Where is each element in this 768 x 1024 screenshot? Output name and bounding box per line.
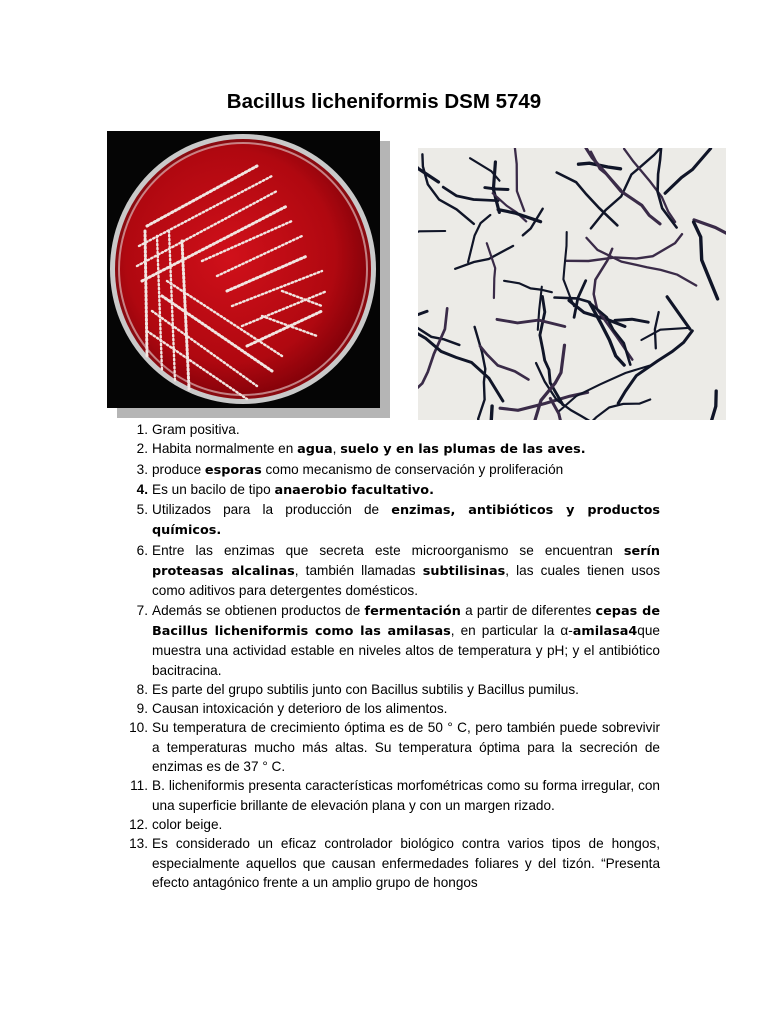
body-text: , xyxy=(332,441,341,457)
list-item-number: 10. xyxy=(129,720,148,736)
body-text: Además se obtienen productos de xyxy=(152,602,365,618)
list-item-number: 13. xyxy=(129,836,148,852)
list-item xyxy=(118,776,660,815)
body-text: , también llamadas xyxy=(294,563,423,579)
list-item-number: 1. xyxy=(136,422,148,437)
list-item xyxy=(118,815,660,834)
list-item xyxy=(118,480,660,500)
body-text: Habita normalmente en xyxy=(152,441,298,457)
body-text: Su temperatura de crecimiento óptima es de 50 ° C, pero también puede sobrevivir a temperaturas mucho más altas. Su temperatura óptima para la secreción de enzimas es de 37 ° C. xyxy=(152,720,660,775)
list-item xyxy=(118,718,660,776)
emphasis-text: esporas xyxy=(204,462,262,478)
body-text: Utilizados para la producción de xyxy=(152,502,392,518)
microscope-image xyxy=(418,148,726,420)
emphasis-text: cepas de Bacillus licheniformis como las amilasas xyxy=(152,603,660,639)
body-text: Entre las enzimas que secreta este microorganismo se encuentran xyxy=(152,542,624,558)
body-text: Es parte del grupo subtilis junto con Bacillus subtilis y Bacillus pumilus. xyxy=(152,681,579,697)
list-item xyxy=(118,500,660,541)
list-item xyxy=(118,834,660,892)
list-item xyxy=(118,420,660,439)
list-item xyxy=(118,460,660,480)
list-item-number: 7. xyxy=(136,602,148,618)
body-text: Causan intoxicación y deterioro de los alimentos. xyxy=(152,701,448,717)
body-text: como mecanismo de conservación y proliferación xyxy=(261,461,564,477)
petri-dish-image xyxy=(107,131,380,408)
list-item-number: 11. xyxy=(130,778,148,794)
list-item xyxy=(118,601,660,680)
emphasis-text: anaerobio facultativo. xyxy=(274,482,434,498)
emphasis-text: suelo y en las plumas de las aves. xyxy=(340,442,586,458)
list-item-number: 6. xyxy=(136,542,148,558)
body-text: que muestra una actividad estable en niveles altos de temperatura y pH; y el antibiótico bacitracina. xyxy=(152,622,660,678)
body-text: , en particular la α- xyxy=(450,622,573,638)
list-item xyxy=(118,699,660,718)
bacilli-micrograph xyxy=(418,148,726,420)
body-text: Es un bacilo de tipo xyxy=(152,481,275,497)
list-item-number: 4. xyxy=(136,481,148,497)
body-text: Es considerado un eficaz controlador biológico contra varios tipos de hongos, especialmente aquellos que causan enfermedades foliares y del tizón. “Presenta efecto antagónico frente a un amplio grupo de hongos xyxy=(152,836,660,890)
list-item-number: 5. xyxy=(136,502,148,518)
list-item-number: 2. xyxy=(136,441,148,457)
emphasis-text: agua xyxy=(297,442,333,458)
list-item-number: 12. xyxy=(129,816,148,832)
list-item xyxy=(118,680,660,699)
emphasis-text: subtilisinas xyxy=(422,564,506,580)
emphasis-text: amilasa4 xyxy=(572,623,638,639)
list-item xyxy=(118,541,660,601)
body-text: a partir de diferentes xyxy=(460,602,596,618)
emphasis-text: fermentación xyxy=(364,603,461,619)
list-item xyxy=(118,439,660,459)
body-text: Gram positiva. xyxy=(152,422,240,437)
body-text: B. licheniformis presenta características morfométricas como su forma irregular, con una superficie brillante de elevación plana y con un margen rizado. xyxy=(152,778,660,813)
body-text: color beige. xyxy=(152,816,223,832)
emphasis-text: enzimas, antibióticos y productos químicos. xyxy=(152,503,660,539)
petri-dish-illustration xyxy=(107,131,380,408)
emphasis-text: serín proteasas alcalinas xyxy=(152,543,660,580)
list-item-number: 9. xyxy=(136,701,148,717)
list-item-number: 8. xyxy=(136,681,148,697)
page-title: Bacillus licheniformis DSM 5749 xyxy=(226,90,542,113)
list-item-number: 3. xyxy=(136,461,148,477)
characteristics-list xyxy=(118,420,660,892)
body-text: produce xyxy=(152,461,205,477)
body-text: , las cuales tienen usos como aditivos para detergentes domésticos. xyxy=(152,563,660,599)
